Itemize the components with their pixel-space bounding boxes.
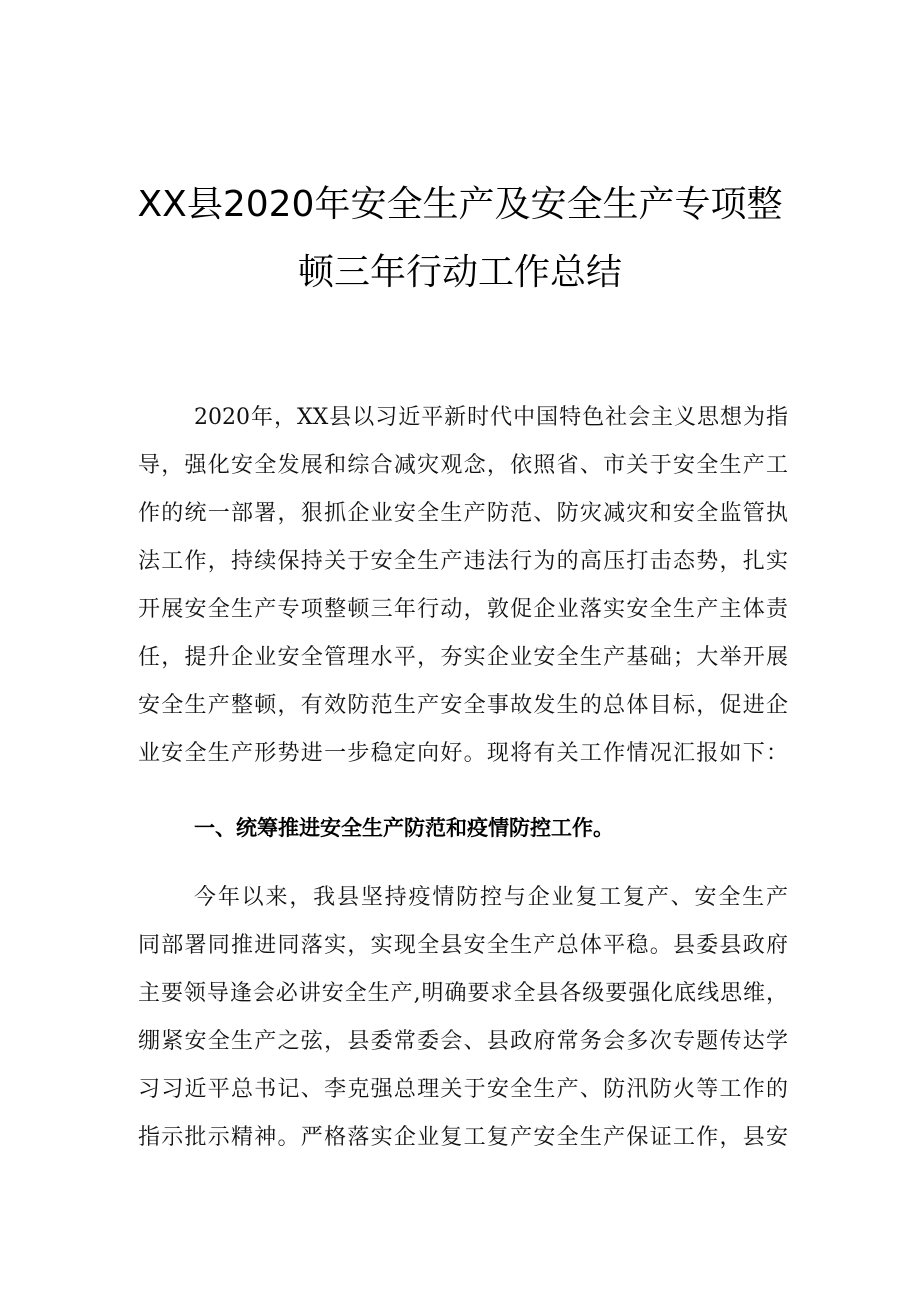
paragraph-line: 习习近平总书记、李克强总理关于安全生产、防汛防火等工作的: [138, 1077, 788, 1102]
paragraph-line: 开展安全生产专项整顿三年行动，敦促企业落实安全生产主体责: [138, 597, 788, 622]
paragraph-line: 主要领导逢会必讲安全生产,明确要求全县各级要强化底线思维，: [138, 981, 788, 1006]
paragraph-line: 导，强化安全发展和综合减灾观念，依照省、市关于安全生产工: [138, 453, 788, 478]
paragraph-line: 任，提升企业安全管理水平，夯实企业安全生产基础；大举开展: [138, 645, 788, 670]
paragraph-line: 2020年，XX县以习近平新时代中国特色社会主义思想为指: [194, 405, 788, 430]
paragraph-line: 业安全生产形势进一步稳定向好。现将有关工作情况汇报如下：: [138, 741, 788, 766]
paragraph-line: 今年以来，我县坚持疫情防控与企业复工复产、安全生产: [194, 885, 788, 910]
document-title-line-1: XX县2020年安全生产及安全生产专项整: [137, 184, 783, 225]
paragraph-line: 安全生产整顿，有效防范生产安全事故发生的总体目标，促进企: [138, 693, 788, 718]
paragraph-line: 绷紧安全生产之弦，县委常委会、县政府常务会多次专题传达学: [138, 1029, 788, 1054]
paragraph-line: 作的统一部署，狠抓企业安全生产防范、防灾减灾和安全监管执: [138, 501, 788, 526]
paragraph-line: 同部署同推进同落实，实现全县安全生产总体平稳。县委县政府: [138, 933, 788, 958]
paragraph-line: 法工作，持续保持关于安全生产违法行为的高压打击态势，扎实: [138, 549, 788, 574]
document-title-line-2: 顿三年行动工作总结: [297, 252, 622, 293]
section-heading-1: 一、统筹推进安全生产防范和疫情防控工作。: [194, 816, 614, 840]
paragraph-line: 指示批示精神。严格落实企业复工复产安全生产保证工作，县安: [138, 1125, 788, 1150]
